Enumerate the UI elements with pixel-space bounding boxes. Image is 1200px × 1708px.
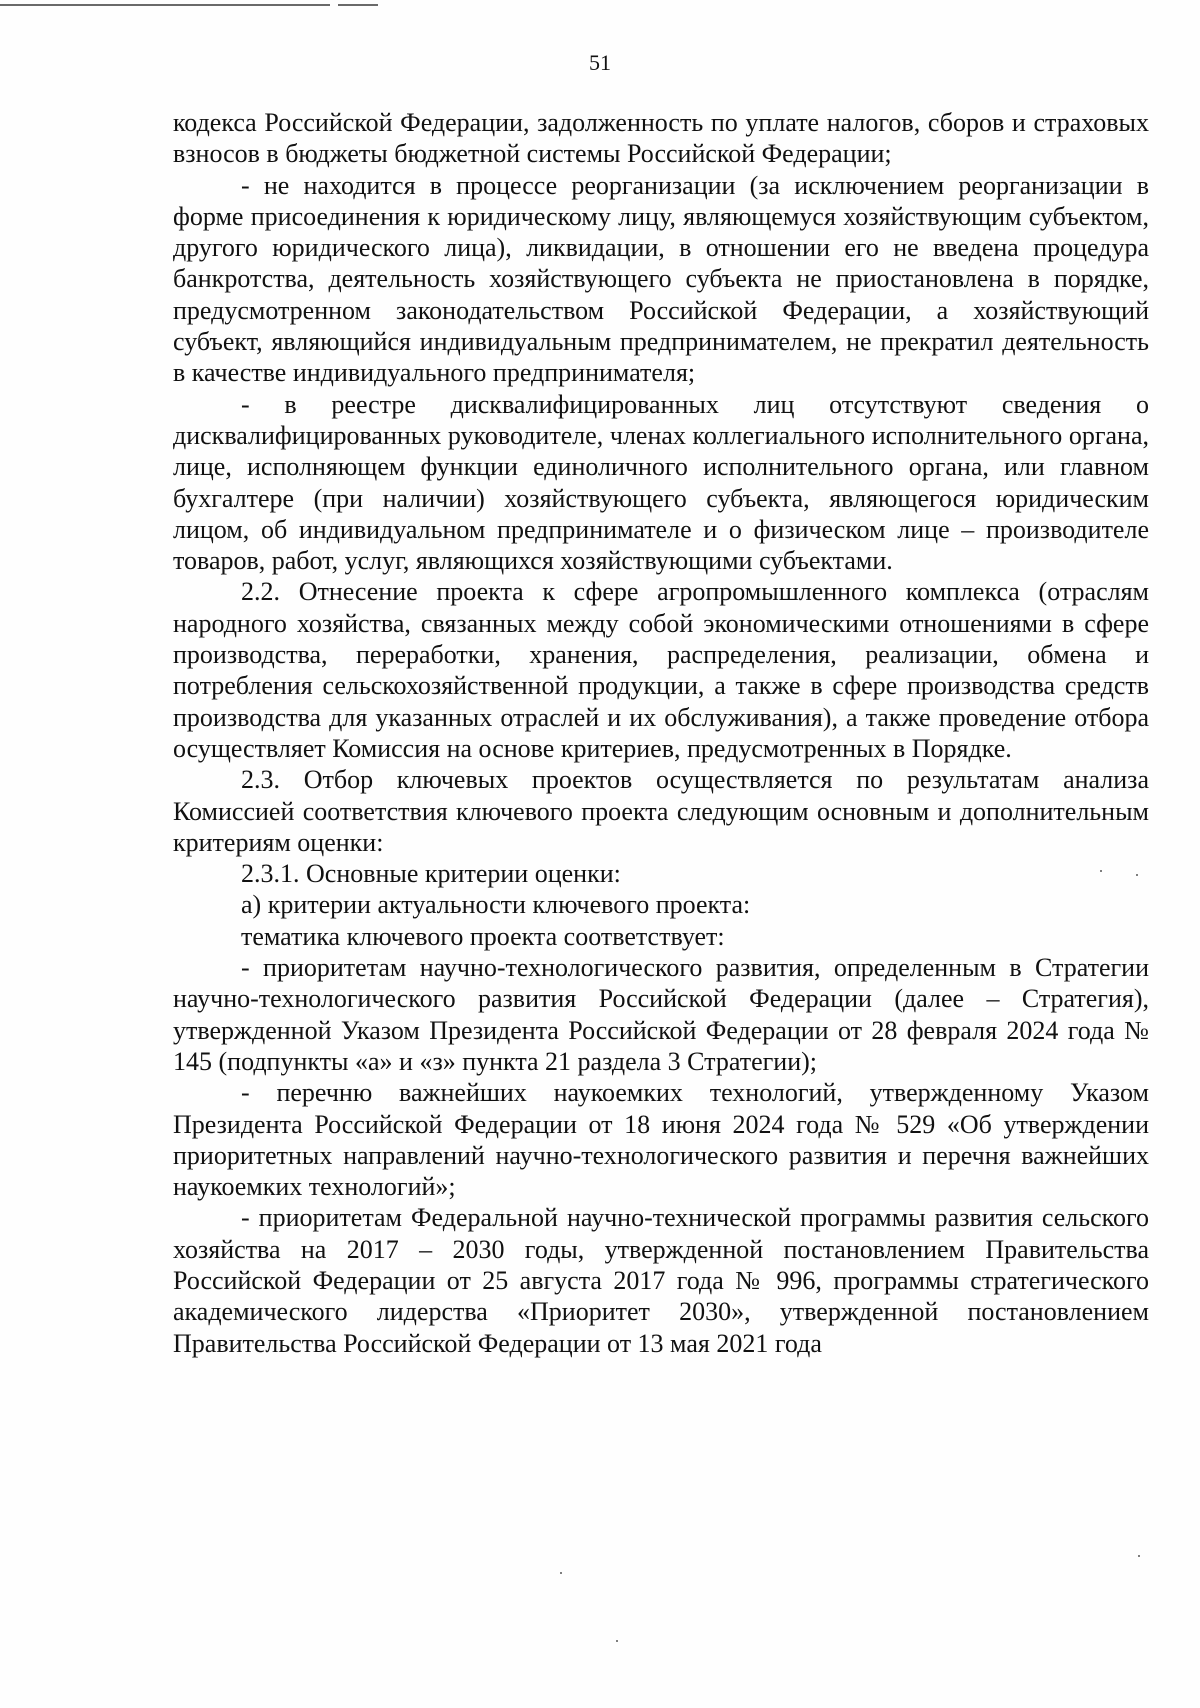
scan-artifact-line <box>338 4 378 6</box>
page-number: 51 <box>589 50 611 75</box>
scan-speck <box>1100 870 1102 872</box>
paragraph: 2.2. Отнесение проекта к сфере агропромышленного комплекса (отраслям народного хозяйства, связанных между собой экономическими отношениями в сфере производства, переработки, хранения, распределения, реализации, обмена и потребления сельскохозяйственной продукции, а также в сфере производства средств производства для указанных отраслей и их обслуживания), а также проведение отбора осуществляет Комиссия на основе критериев, предусмотренных в Порядке. <box>173 577 1149 763</box>
paragraph: тематика ключевого проекта соответствует: <box>241 921 725 951</box>
paragraph: - в реестре дисквалифицированных лиц отсутствуют сведения о дисквалифицированных руководителе, членах коллегиального исполнительного органа, лице, исполняющем функции единоличного исполнительного органа, или главном бухгалтере (при наличии) хозяйствующего субъекта, являющегося юридическим лицом, об индивидуальном предпринимателе и о физическом лице – производителе товаров, работ, услуг, являющихся хозяйствующими субъектами. <box>173 389 1149 576</box>
paragraph: - приоритетам научно-технологического развития, определенным в Стратегии научно-технологического развития Российской Федерации (далее – Стратегия), утвержденной Указом Президента Российской Федерации от 28 февраля 2024 года № 145 (подпункты «а» и «з» пункта 21 раздела 3 Стратегии); <box>173 953 1149 1076</box>
paragraph: - не находится в процессе реорганизации (за исключением реорганизации в форме присоединения к юридическому лицу, являющемуся хозяйствующим субъектом, другого юридического лица), ликвидации, в отношении его не введена процедура банкротства, деятельность хозяйствующего субъекта не приостановлена в порядке, предусмотренном законодательством Российской Федерации, а хозяйствующий субъект, являющийся индивидуальным предпринимателем, не прекратил деятельность в качестве индивидуального предпринимателя; <box>173 170 1149 388</box>
scan-speck <box>1136 874 1138 876</box>
document-body <box>173 107 1149 1359</box>
scan-speck <box>1138 1555 1140 1557</box>
paragraph: - приоритетам Федеральной научно-технической программы развития сельского хозяйства на 2017 – 2030 годы, утвержденной постановлением Правительства Российской Федерации от 25 августа 2017 года № 996, программы стратегического академического лидерства «Приоритет 2030», утвержденной постановлением Правительства Российской Федерации от 13 мая 2021 года <box>173 1203 1149 1358</box>
scan-speck <box>616 1640 618 1642</box>
paragraph: кодекса Российской Федерации, задолженность по уплате налогов, сборов и страховых взносов в бюджеты бюджетной системы Российской Федерации; <box>173 108 1149 169</box>
scan-speck <box>560 1572 562 1574</box>
scan-artifact-line <box>0 4 330 6</box>
paragraph: а) критерии актуальности ключевого проекта: <box>241 890 751 920</box>
paragraph: 2.3.1. Основные критерии оценки: <box>241 859 621 889</box>
paragraph: 2.3. Отбор ключевых проектов осуществляется по результатам анализа Комиссией соответствия ключевого проекта следующим основным и дополнительным критериям оценки: <box>173 765 1149 857</box>
paragraph: - перечню важнейших наукоемких технологий, утвержденному Указом Президента Российской Федерации от 18 июня 2024 года № 529 «Об утверждении приоритетных направлений научно-технологического развития и перечня важнейших наукоемких технологий»; <box>173 1078 1149 1202</box>
